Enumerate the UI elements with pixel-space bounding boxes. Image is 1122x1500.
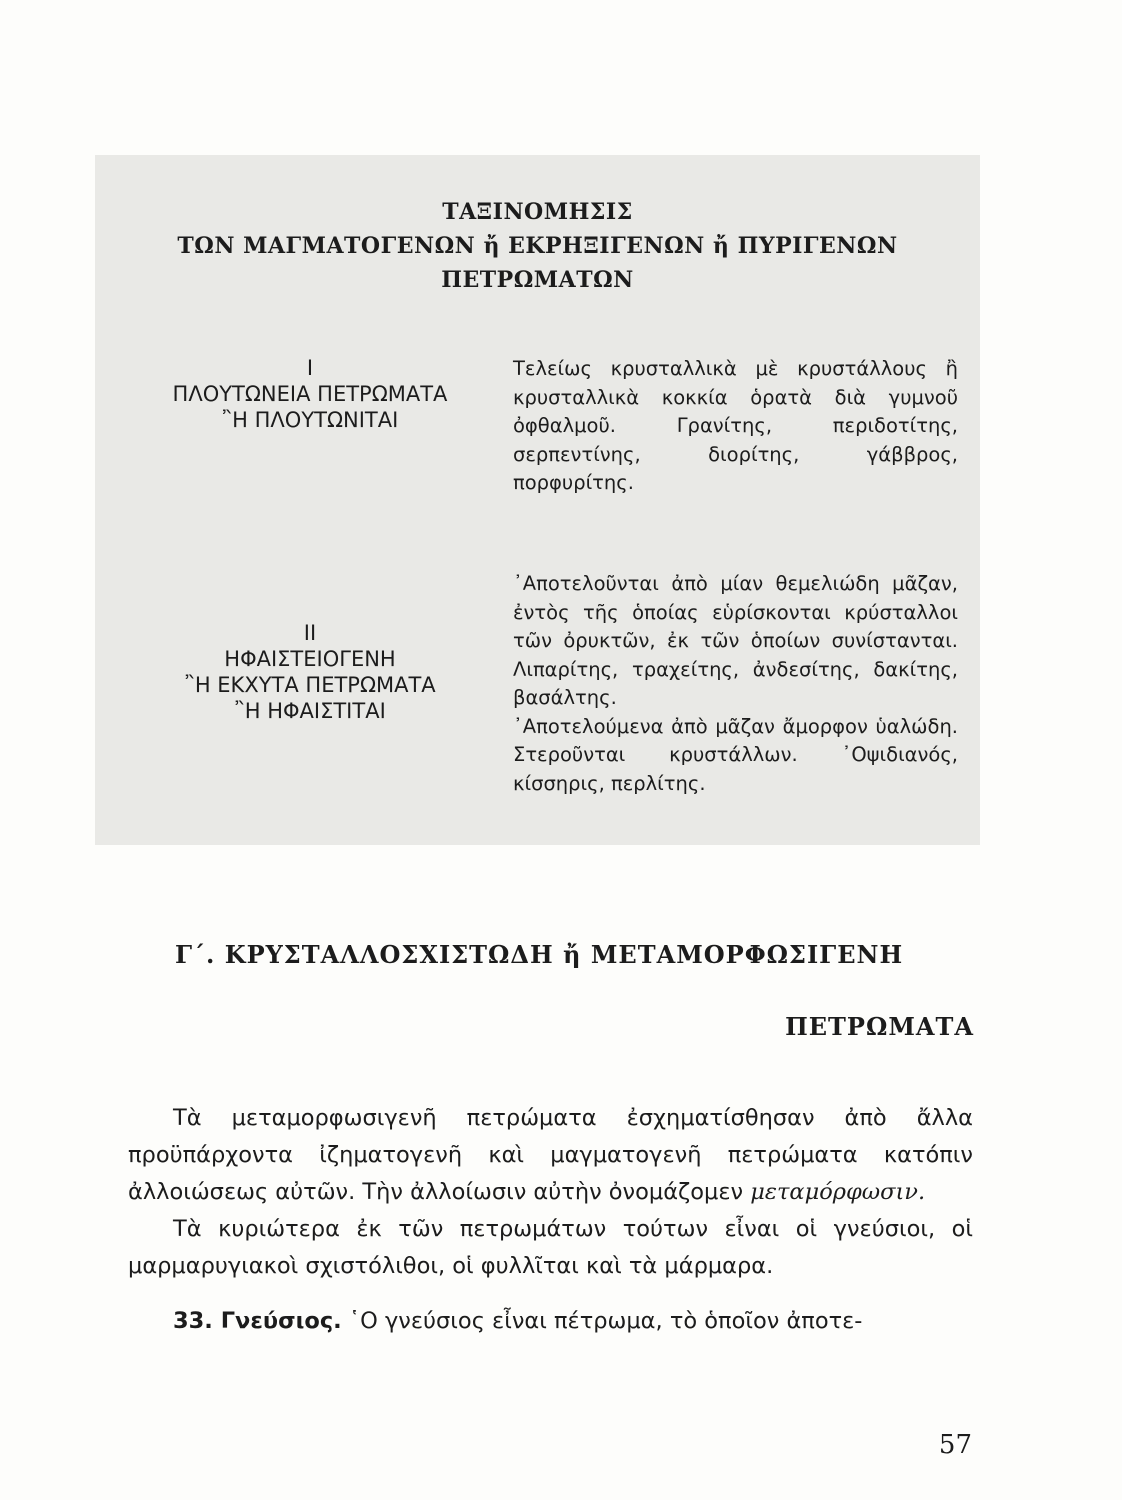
classification-box	[95, 155, 980, 845]
section-heading-continued: ΠΕΤΡΩΜΑΤΑ	[785, 1012, 974, 1041]
category-1-description: Τελείως κρυσταλλικὰ μὲ κρυστάλλους ἢ κρυσταλλικὰ κοκκία ὁρατὰ διὰ γυμνοῦ ὀφθαλμοῦ. Γρανίτης, περιδοτίτης, σερπεντίνης, διορίτης, γάββρος, πορφυρίτης.	[513, 357, 958, 494]
classification-title	[95, 195, 980, 297]
category-2-alt-name: ῍Η ΕΚΧΥΤΑ ΠΕΤΡΩΜΑΤΑ	[184, 673, 436, 697]
title-line-1: ΤΑΞΙΝΟΜΗΣΙΣ	[442, 199, 633, 225]
section-heading: Γ΄. ΚΡΥΣΤΑΛΛΟΣΧΙΣΤΩΔΗ ἤ ΜΕΤΑΜΟΡΦΩΣΙΓΕΝΗ	[175, 940, 904, 969]
title-line-3: ΠΕΤΡΩΜΑΤΩΝ	[441, 267, 634, 293]
paragraph-1: Τὰ μεταμορφωσιγενῆ πετρώματα ἐσχηματίσθησαν ἀπὸ ἄλλα προϋπάρχοντα ἰζηματογενῆ καὶ μαγματογενῆ πετρώματα κατόπιν ἀλλοιώσεως αὐτῶν. Τὴν ἀλλοίωσιν αὐτὴν ὀνομάζομεν μεταμόρφωσιν.	[128, 1105, 973, 1205]
category-1-number: I	[306, 356, 314, 380]
category-2-alt-name-2: ῍Η ΗΦΑΙΣΤΙΤΑΙ	[234, 699, 386, 723]
page-number: 57	[938, 1430, 972, 1460]
category-1-label	[130, 355, 490, 433]
category-2-label	[130, 620, 490, 724]
category-1-alt-name: ῍Η ΠΛΟΥΤΩΝΙΤΑΙ	[221, 408, 399, 432]
paragraph-2: Τὰ κυριώτερα ἐκ τῶν πετρωμάτων τούτων εἶναι οἱ γνεύσιοι, οἱ μαρμαρυγιακοὶ σχιστόλιθοι, οἱ φυλλῖται καὶ τὰ μάρμαρα.	[128, 1216, 973, 1279]
title-line-2: ΤΩΝ ΜΑΓΜΑΤΟΓΕΝΩΝ ἤ ΕΚΡΗΞΙΓΕΝΩΝ ἤ ΠΥΡΙΓΕΝΩΝ	[177, 233, 898, 259]
paragraph-3: 33. Γνεύσιος. ῾Ο γνεύσιος εἶναι πέτρωμα, τὸ ὁποῖον ἀποτε-	[173, 1308, 863, 1334]
category-2-description	[513, 570, 958, 798]
category-2-glassy-desc: ᾿Αποτελούμενα ἀπὸ μᾶζαν ἄμορφον ὑαλώδη. Στεροῦνται κρυστάλλων. ᾿Οψιδιανός, κίσσηρις, περλίτης.	[513, 714, 958, 795]
body-text	[128, 1100, 973, 1340]
category-1-name: ΠΛΟΥΤΩΝΕΙΑ ΠΕΤΡΩΜΑΤΑ	[172, 382, 448, 406]
italic-term: μεταμόρφωσιν.	[750, 1179, 926, 1205]
category-2-number: II	[303, 621, 317, 645]
category-2-name: ΗΦΑΙΣΤΕΙΟΓΕΝΗ	[224, 647, 396, 671]
subsection-title: 33. Γνεύσιος.	[173, 1308, 342, 1334]
category-2-crystalline-desc: ᾿Αποτελοῦνται ἀπὸ μίαν θεμελιώδη μᾶζαν, ἐντὸς τῆς ὁποίας εὑρίσκονται κρύσταλλοι τῶν ὀρυκτῶν, ἐκ τῶν ὁποίων συνίστανται. Λιπαρίτης, τραχείτης, ἀνδεσίτης, δακίτης, βασάλτης.	[513, 572, 958, 709]
